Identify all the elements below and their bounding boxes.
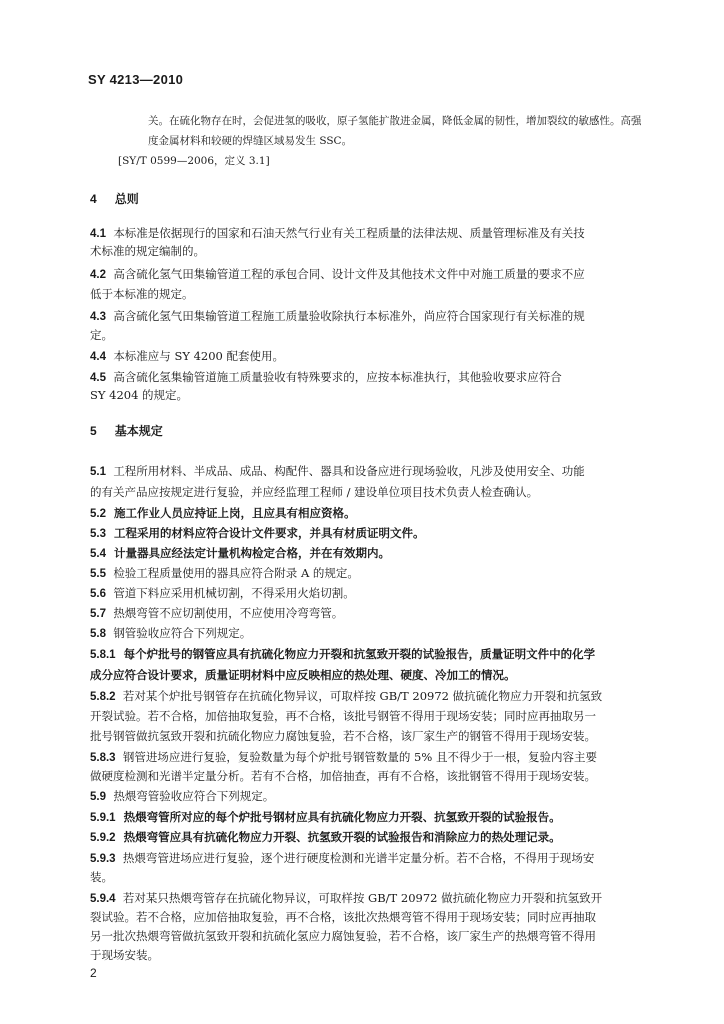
- clause-4-2-cont: 低于本标准的规定。: [90, 287, 194, 301]
- section-number: 4: [90, 192, 97, 206]
- clause-number: 5.9.3: [90, 853, 116, 865]
- clause-number: 4.3: [90, 311, 106, 323]
- clause-number: 5.9.2: [90, 832, 116, 844]
- clause-text: 热煨弯管所对应的每个炉批号钢材应具有抗硫化物应力开裂、抗氢致开裂的试验报告。: [123, 810, 561, 824]
- clause-number: 4.1: [90, 228, 106, 240]
- clause-text: 工程所用材料、半成品、成品、构配件、器具和设备应进行现场验收，凡涉及使用安全、功能: [113, 464, 585, 478]
- clause-5-9-3: [90, 847, 594, 870]
- clause-5-8-1: [90, 643, 595, 666]
- clause-5-9-2: [90, 826, 561, 849]
- clause-number: 4.5: [90, 372, 106, 384]
- clause-number: 5.8.1: [90, 649, 116, 661]
- clause-number: 5.8.3: [90, 752, 116, 764]
- clause-4-3-cont: 定。: [90, 328, 113, 342]
- intro-line-1: 关。在硫化物存在时，会促进氢的吸收，原子氢能扩散进金属，降低金属的韧性，增加裂纹的敏感性。高强: [148, 115, 642, 127]
- clause-5-9-4-cont-3: 于现场安装。: [90, 948, 159, 962]
- clause-number: 5.6: [90, 588, 106, 600]
- clause-number: 5.7: [90, 608, 106, 620]
- clause-5-8-3-cont: 做硬度检测和光谱半定量分析。若有不合格，加倍抽查，再有不合格，该批钢管不得用于现场安装。: [90, 769, 596, 783]
- clause-5-9-4-cont-2: 另一批次热煨弯管做抗氢致开裂和抗硫化氢应力腐蚀复验，若不合格，该厂家生产的热煨弯管不得用: [90, 929, 596, 943]
- clause-text: 若对某个炉批号钢管存在抗硫化物异议，可取样按 GB/T 20972 做抗硫化物应力开裂和抗氢致: [122, 689, 603, 703]
- section-5-heading: [90, 422, 163, 439]
- clause-text: 计量器具应经法定计量机构检定合格，并在有效期内。: [114, 546, 391, 560]
- clause-number: 4.2: [90, 269, 106, 281]
- clause-text: 钢管验收应符合下列规定。: [113, 626, 252, 640]
- clause-text: 管道下料应采用机械切割，不得采用火焰切割。: [113, 586, 355, 600]
- clause-text: 本标准是依据现行的国家和石油天然气行业有关工程质量的法律法规、质量管理标准及有关技: [113, 226, 585, 240]
- clause-text: 本标准应与 SY 4200 配套使用。: [113, 349, 285, 363]
- clause-4-4: [90, 345, 284, 368]
- clause-5-1: [90, 460, 585, 483]
- clause-number: 5.1: [90, 466, 106, 478]
- section-title: 总则: [114, 192, 139, 206]
- clause-text: 热煨弯管应具有抗硫化物应力开裂、抗氢致开裂的试验报告和消除应力的热处理记录。: [123, 830, 561, 844]
- clause-number: 5.4: [90, 548, 106, 560]
- section-number: 5: [90, 424, 97, 438]
- clause-5-8-1-cont: 成分应符合设计要求，质量证明材料中应反映相应的热处理、硬度、冷加工的情况。: [90, 668, 516, 682]
- intro-line-2: 度金属材料和较硬的焊缝区域易发生 SSC。: [148, 135, 353, 147]
- clause-number: 5.8: [90, 628, 106, 640]
- clause-number: 5.5: [90, 568, 106, 580]
- clause-number: 5.9.4: [90, 893, 116, 905]
- clause-text: 热煨弯管不应切割使用，不应使用冷弯弯管。: [113, 606, 344, 620]
- clause-4-3: [90, 305, 585, 328]
- clause-number: 5.2: [90, 508, 106, 520]
- clause-text: 若对某只热煨弯管存在抗硫化物异议，可取样按 GB/T 20972 做抗硫化物应力开裂和抗氢致开: [122, 891, 603, 905]
- clause-text: 检验工程质量使用的器具应符合附录 A 的规定。: [113, 566, 359, 580]
- clause-5-9-3-cont: 装。: [90, 870, 113, 884]
- clause-text: 高含硫化氢气田集输管道工程施工质量验收除执行本标准外，尚应符合国家现行有关标准的规: [113, 309, 585, 323]
- clause-5-9: [90, 785, 274, 808]
- clause-text: 热煨弯管验收应符合下列规定。: [113, 789, 275, 803]
- clause-number: 5.8.2: [90, 691, 116, 703]
- clause-4-1-cont: 术标准的规定编制的。: [90, 244, 205, 258]
- intro-reference: [SY/T 0599—2006，定义 3.1]: [118, 155, 270, 167]
- section-4-heading: [90, 190, 139, 207]
- clause-5-8: [90, 622, 251, 645]
- clause-5-9-4-cont-1: 裂试验。若不合格，应加倍抽取复验，再不合格，该批次热煨弯管不得用于现场安装；同时应再抽取: [90, 910, 596, 924]
- clause-text: 每个炉批号的钢管应具有抗硫化物应力开裂和抗氢致开裂的试验报告，质量证明文件中的化学: [123, 647, 596, 661]
- clause-text: 钢管进场应进行复验，复验数量为每个炉批号钢管数量的 5% 且不得少于一根，复验内容主要: [122, 750, 597, 764]
- clause-text: 高含硫化氢气田集输管道工程的承包合同、设计文件及其他技术文件中对施工质量的要求不应: [113, 267, 585, 281]
- clause-5-1-cont: 的有关产品应按规定进行复验，并应经监理工程师 / 建设单位项目技术负责人检查确认。: [90, 485, 539, 499]
- clause-number: 5.9.1: [90, 812, 116, 824]
- clause-number: 5.9: [90, 791, 106, 803]
- page-header: SY 4213—2010: [88, 72, 184, 87]
- clause-number: 4.4: [90, 351, 106, 363]
- clause-number: 5.3: [90, 528, 106, 540]
- clause-5-8-2-cont-1: 开裂试验。若不合格，加倍抽取复验，再不合格，该批号钢管不得用于现场安装；同时应再抽取另一: [90, 709, 596, 723]
- clause-text: 工程采用的材料应符合设计文件要求，并具有材质证明文件。: [114, 526, 425, 540]
- page-number: 2: [90, 966, 97, 980]
- clause-4-5-cont: SY 4204 的规定。: [90, 388, 189, 402]
- clause-5-8-2-cont-2: 批号钢管做抗氢致开裂和抗硫化物应力腐蚀复验，若不合格，该厂家生产的钢管不得用于现场安装。: [90, 729, 596, 743]
- clause-text: 热煨弯管进场应进行复验，逐个进行硬度检测和光谱半定量分析。若不合格，不得用于现场安: [122, 851, 595, 865]
- clause-text: 高含硫化氢集输管道施工质量验收有特殊要求的，应按本标准执行，其他验收要求应符合: [113, 370, 562, 384]
- section-title: 基本规定: [114, 424, 163, 438]
- clause-text: 施工作业人员应持证上岗，且应具有相应资格。: [114, 506, 356, 520]
